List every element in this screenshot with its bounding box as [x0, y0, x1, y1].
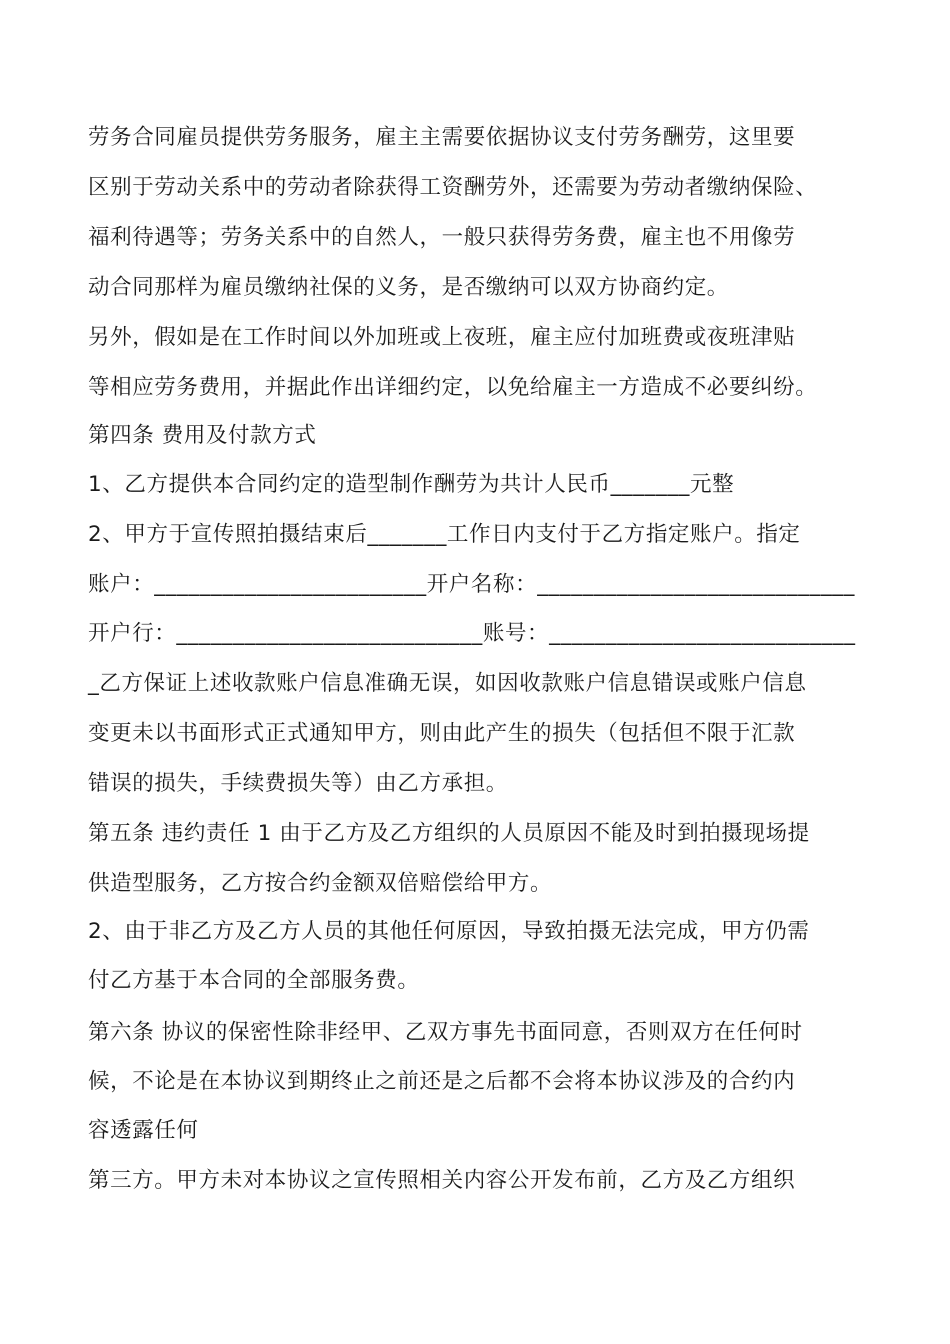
text-line: 变更未以书面形式正式通知甲方，则由此产生的损失（包括但不限于汇款: [88, 721, 796, 746]
text-line: 候，不论是在本协议到期终止之前还是之后都不会将本协议涉及的合约内: [88, 1069, 796, 1094]
text-line: 动合同那样为雇员缴纳社保的义务，是否缴纳可以双方协商约定。: [88, 275, 729, 300]
text-line: 另外，假如是在工作时间以外加班或上夜班，雇主应付加班费或夜班津贴: [88, 325, 796, 350]
section-heading: 第六条 协议的保密性除非经甲、乙双方事先书面同意，否则双方在任何时: [88, 1020, 803, 1045]
text-line: _乙方保证上述收款账户信息准确无误，如因收款账户信息错误或账户信息: [88, 671, 807, 696]
text-line: 第三方。甲方未对本协议之宣传照相关内容公开发布前，乙方及乙方组织: [88, 1168, 796, 1193]
text-line: 2、甲方于宣传照拍摄结束后_______工作日内支付于乙方指定账户。指定: [88, 522, 801, 547]
text-line: 账户：________________________开户名称：____________________________: [88, 572, 856, 597]
text-line: 劳务合同雇员提供劳务服务，雇主主需要依据协议支付劳务酬劳，这里要: [88, 125, 796, 150]
text-line: 付乙方基于本合同的全部服务费。: [88, 968, 420, 993]
text-line: 等相应劳务费用，并据此作出详细约定，以免给雇主一方造成不必要纠纷。: [88, 375, 818, 400]
text-line: 容透露任何: [88, 1118, 199, 1143]
text-line: 开户行：___________________________账号：___________________________: [88, 621, 856, 646]
text-line: 错误的损失，手续费损失等）由乙方承担。: [88, 771, 508, 796]
text-line: 2、由于非乙方及乙方人员的其他任何原因，导致拍摄无法完成，甲方仍需: [88, 919, 810, 944]
text-line: 供造型服务，乙方按合约金额双倍赔偿给甲方。: [88, 871, 553, 896]
section-heading: 第五条 违约责任 1 由于乙方及乙方组织的人员原因不能及时到拍摄现场提: [88, 821, 810, 846]
text-line: 福利待遇等；劳务关系中的自然人，一般只获得劳务费，雇主也不用像劳: [88, 225, 796, 250]
text-line: 区别于劳动关系中的劳动者除获得工资酬劳外，还需要为劳动者缴纳保险、: [88, 175, 818, 200]
section-heading: 第四条 费用及付款方式: [88, 423, 317, 448]
text-line: 1、乙方提供本合同约定的造型制作酬劳为共计人民币_______元整: [88, 472, 735, 497]
